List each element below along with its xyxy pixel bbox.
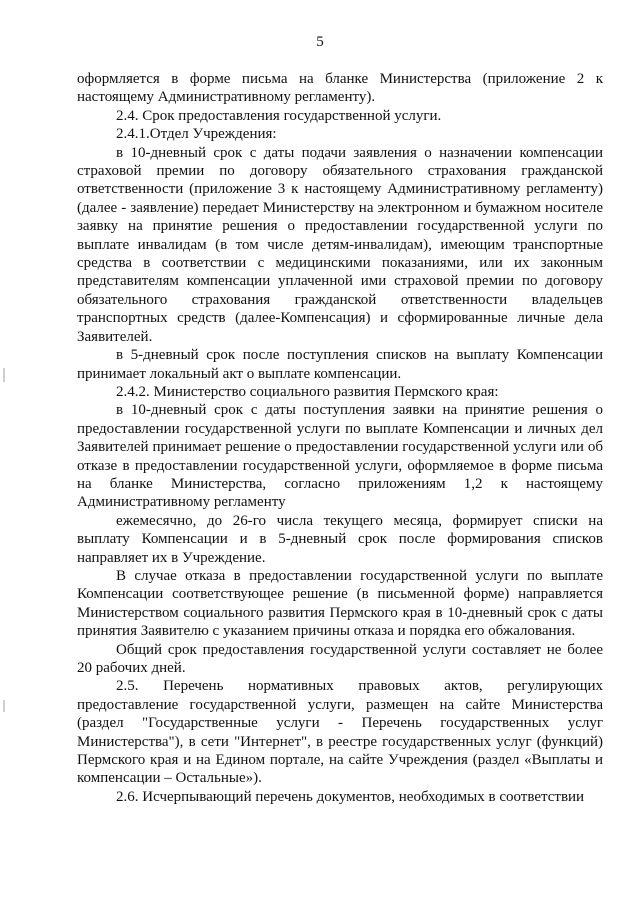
paragraph: оформляется в форме письма на бланке Министерства (приложение 2 к настоящему Административному регламенту). <box>77 71 603 106</box>
paragraph: В случае отказа в предоставлении государственной услуги по выплате Компенсации соответствующее решение (в письменной форме) направляется Министерством социального развития Пермского края в 10-дневный срок с даты принятия Заявителю с указанием причины отказа и порядка его обжалования. <box>77 567 603 640</box>
page-number: 5 <box>316 34 324 50</box>
section-heading-2-4: 2.4. Срок предоставления государственной услуги. <box>116 107 442 124</box>
scan-edge-mark <box>3 368 5 382</box>
paragraph: в 10-дневный срок с даты поступления заявки на принятие решения о предоставлении государственной услуги по выплате Компенсации и личных дел Заявителей принимает решение о предоставлении государственной услуги или об отказе в предоставлении государственной услуги, оформляемое в форме письма на бланке Министерства, согласно приложениям 1,2 к настоящему Административному регламенту <box>77 402 603 511</box>
paragraph: Общий срок предоставления государственной услуги составляет не более 20 рабочих дней. <box>77 641 603 676</box>
paragraph: ежемесячно, до 26-го числа текущего месяца, формирует списки на выплату Компенсации и в 5-дневный срок после формирования списков направляет их в Учреждение. <box>77 512 603 566</box>
paragraph: в 5-дневный срок после поступления списков на выплату Компенсации принимает локальный акт о выплате компенсации. <box>77 347 603 382</box>
paragraph: в 10-дневный срок с даты подачи заявления о назначении компенсации страховой премии по договору обязательного страхования гражданской ответственности (приложение 3 к настоящему Административному регламенту) (далее - заявление) передает Министерству на электронном и бумажном носителе заявку на принятие решения о предоставлении государственной услуги по выплате инвалидам (в том числе детям-инвалидам), имеющим транспортные средства в соответствии с медицинскими показаниями, или их законным представителям компенсации уплаченной ими страховой премии по договору обязательного страхования гражданской ответственности владельцев транспортных средств (далее-Компенсация) и сформированные личные дела Заявителей. <box>77 144 603 345</box>
subsection-heading-2-4-1: 2.4.1.Отдел Учреждения: <box>116 126 277 143</box>
section-2-5: 2.5. Перечень нормативных правовых актов, регулирующих предоставление государственной услуги, размещен на сайте Министерства (раздел "Государственные услуги - Перечень государственных услуг Министерства"), в сети "Интернет", в реестре государственных услуг (функций) Пермского края и на Едином портале, на сайте Учреждения (раздел «Выплаты и компенсации – Остальные»). <box>77 678 603 787</box>
document-body <box>77 70 603 806</box>
subsection-heading-2-4-2: 2.4.2. Министерство социального развития Пермского края: <box>116 383 499 400</box>
scan-edge-mark <box>3 700 5 712</box>
section-2-6: 2.6. Исчерпывающий перечень документов, необходимых в соответствии <box>116 788 585 805</box>
